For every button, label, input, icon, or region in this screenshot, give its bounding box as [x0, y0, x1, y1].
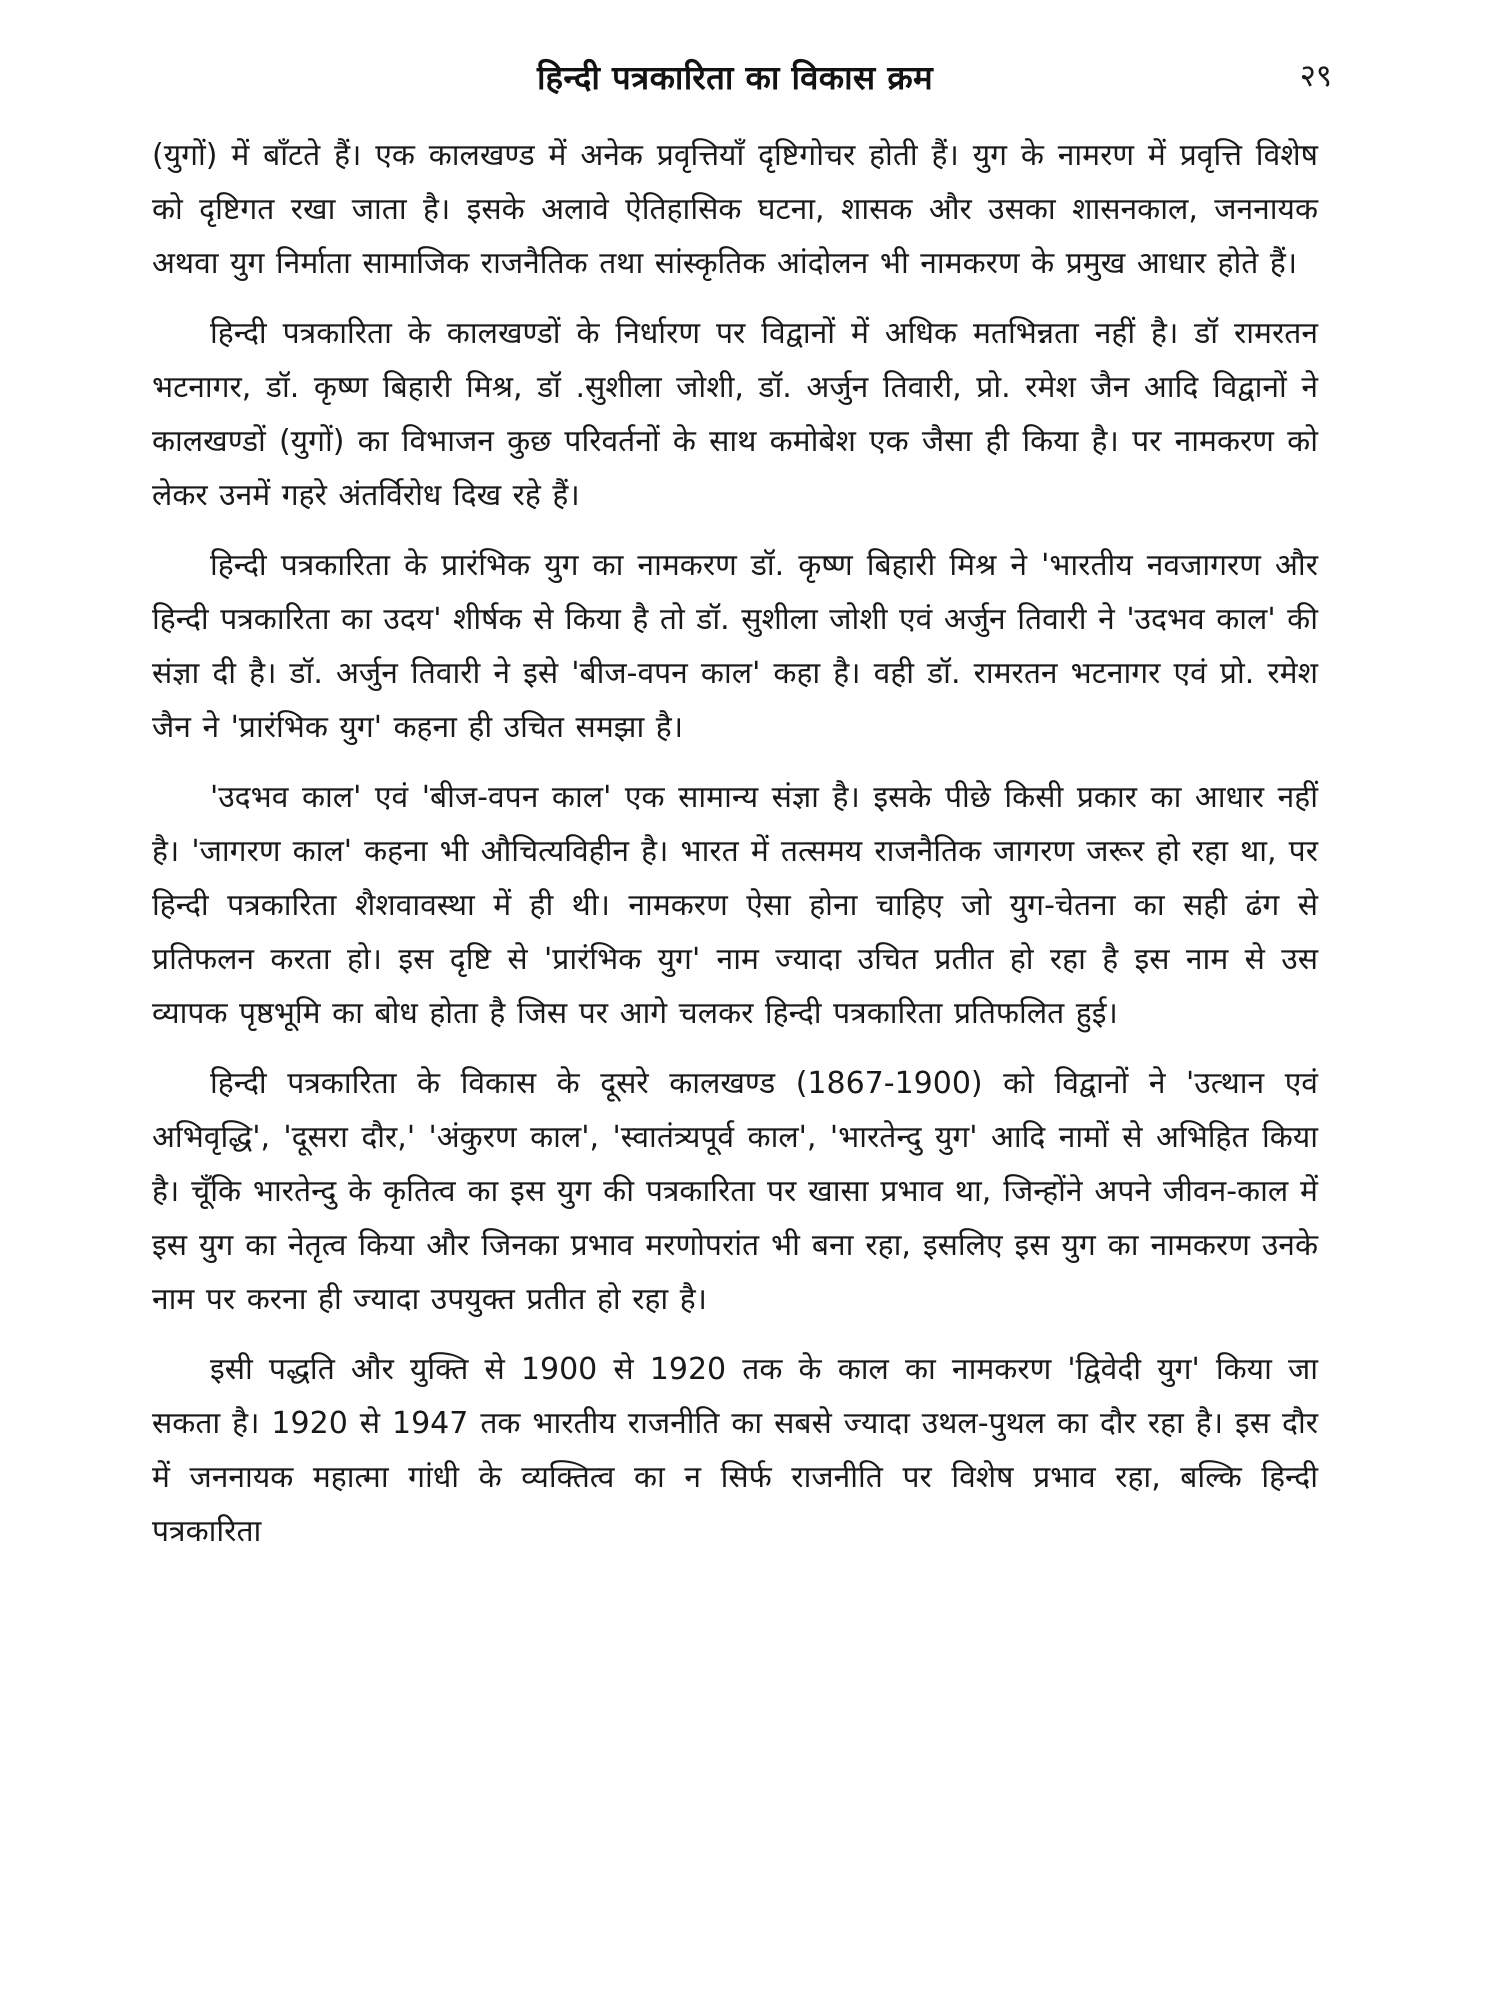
paragraph-3: हिन्दी पत्रकारिता के प्रारंभिक युग का नामकरण डॉ. कृष्ण बिहारी मिश्र ने 'भारतीय नवजागरण और हिन्दी पत्रकारिता का उदय' शीर्षक से किया है तो डॉ. सुशीला जोशी एवं अर्जुन तिवारी ने 'उदभव काल' की संज्ञा दी है। डॉ. अर्जुन तिवारी ने इसे 'बीज-वपन काल' कहा है। वही डॉ. रामरतन भटनागर एवं प्रो. रमेश जैन ने 'प्रारंभिक युग' कहना ही उचित समझा है।	[152, 548, 1318, 745]
page-number: २९	[1299, 58, 1332, 94]
paragraph-4: 'उदभव काल' एवं 'बीज-वपन काल' एक सामान्य संज्ञा है। इसके पीछे किसी प्रकार का आधार नहीं है। 'जागरण काल' कहना भी औचित्यविहीन है। भारत में तत्समय राजनैतिक जागरण जरूर हो रहा था, पर हिन्दी पत्रकारिता शैशवावस्था में ही थी। नामकरण ऐसा होना चाहिए जो युग-चेतना का सही ढंग से प्रतिफलन करता हो। इस दृष्टि से 'प्रारंभिक युग' नाम ज्यादा उचित प्रतीत हो रहा है इस नाम से उस व्यापक पृष्ठभूमि का बोध होता है जिस पर आगे चलकर हिन्दी पत्रकारिता प्रतिफलित हुई।	[152, 780, 1318, 1031]
paragraph-1: (युगों) में बाँटते हैं। एक कालखण्ड में अनेक प्रवृत्तियाँ दृष्टिगोचर होती हैं। युग के नामरण में प्रवृत्ति विशेष को दृष्टिगत रखा जाता है। इसके अलावे ऐतिहासिक घटना, शासक और उसका शासनकाल, जननायक अथवा युग निर्माता सामाजिक राजनैतिक तथा सांस्कृतिक आंदोलन भी नामकरण के प्रमुख आधार होते हैं।	[152, 138, 1318, 281]
paragraph-2: हिन्दी पत्रकारिता के कालखण्डों के निर्धारण पर विद्वानों में अधिक मतभिन्नता नहीं है। डॉ रामरतन भटनागर, डॉ. कृष्ण बिहारी मिश्र, डॉ .सुशीला जोशी, डॉ. अर्जुन तिवारी, प्रो. रमेश जैन आदि विद्वानों ने कालखण्डों (युगों) का विभाजन कुछ परिवर्तनों के साथ कमोबेश एक जैसा ही किया है। पर नामकरण को लेकर उनमें गहरे अंतर्विरोध दिख रहे हैं।	[152, 316, 1318, 513]
page-header	[152, 54, 1332, 99]
paragraph-6: इसी पद्धति और युक्ति से 1900 से 1920 तक के काल का नामकरण 'द्विवेदी युग' किया जा सकता है। 1920 से 1947 तक भारतीय राजनीति का सबसे ज्यादा उथल-पुथल का दौर रहा है। इस दौर में जननायक महात्मा गांधी के व्यक्तित्व का न सिर्फ राजनीति पर विशेष प्रभाव रहा, बल्कि हिन्दी पत्रकारिता	[152, 1352, 1318, 1549]
text-body	[152, 129, 1318, 1559]
page-title: हिन्दी पत्रकारिता का विकास क्रम	[536, 58, 933, 97]
paragraph-5: हिन्दी पत्रकारिता के विकास के दूसरे कालखण्ड (1867-1900) को विद्वानों ने 'उत्थान एवं अभिवृद्धि', 'दूसरा दौर,' 'अंकुरण काल', 'स्वातंत्र्यपूर्व काल', 'भारतेन्दु युग' आदि नामों से अभिहित किया है। चूँकि भारतेन्दु के कृतित्व का इस युग की पत्रकारिता पर खासा प्रभाव था, जिन्होंने अपने जीवन-काल में इस युग का नेतृत्व किया और जिनका प्रभाव मरणोपरांत भी बना रहा, इसलिए इस युग का नामकरण उनके नाम पर करना ही ज्यादा उपयुक्त प्रतीत हो रहा है।	[152, 1066, 1318, 1317]
